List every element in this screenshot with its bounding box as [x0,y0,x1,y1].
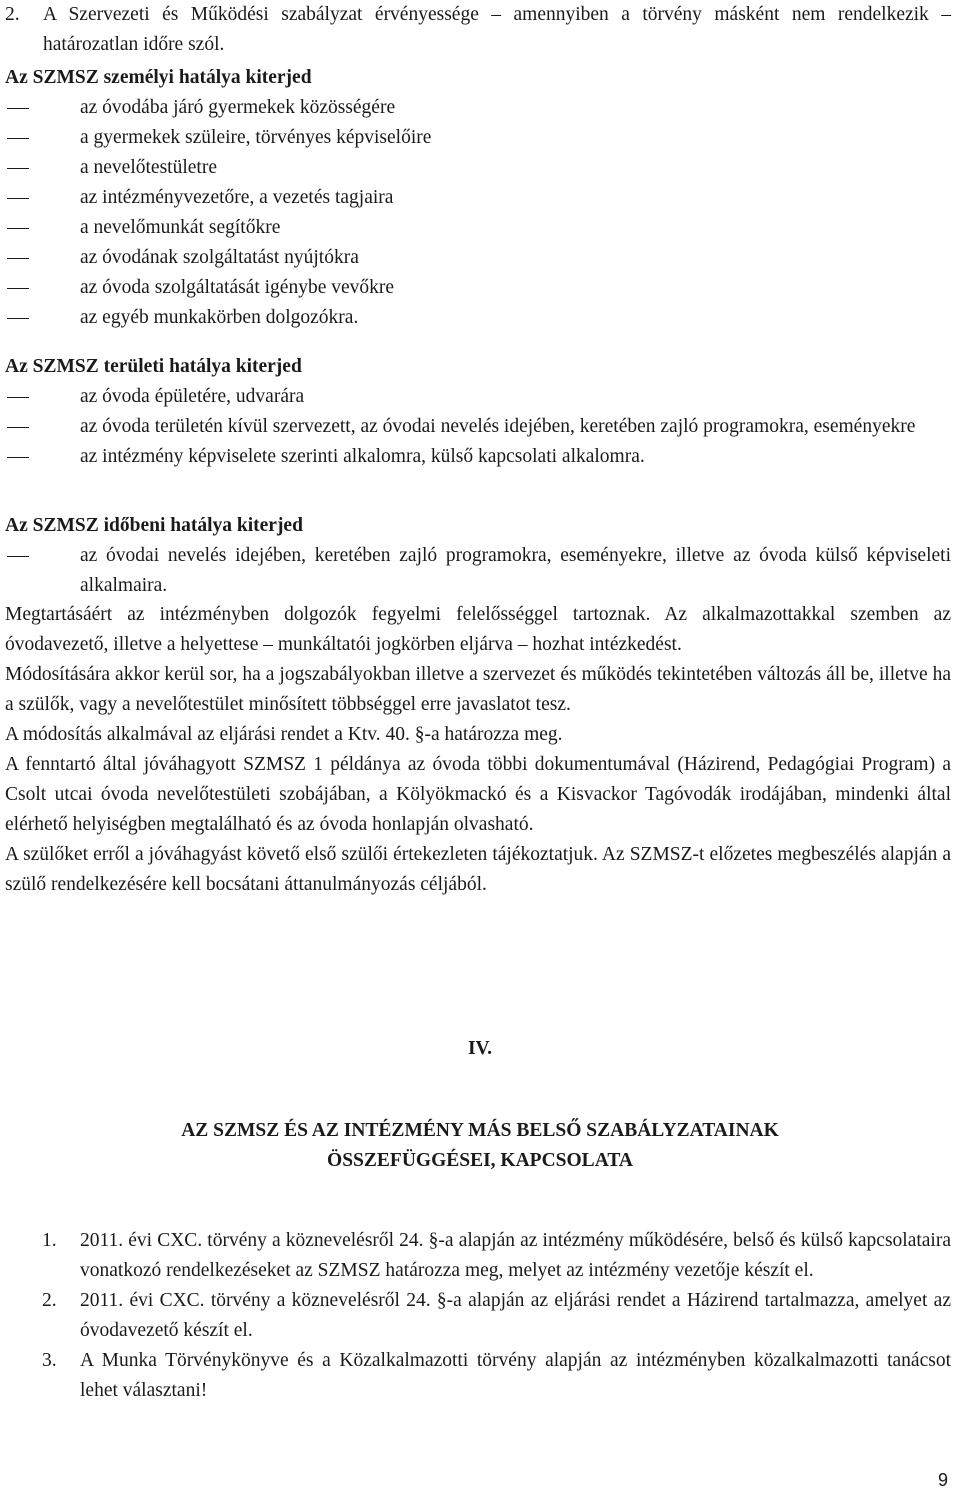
section-number: IV. [467,1038,493,1059]
territorial-scope-section [5,352,951,472]
dash-bullet [5,123,80,153]
dash-bullet [5,382,80,412]
list-item-text: 2011. évi CXC. törvény a köznevelésről 24. §-a alapján az intézmény működésére, belső és külső kapcsolataira vonatkozó rendelkezéseket az SZMSZ határozza meg, melyet az intézmény vezetője készít el. [80,1230,951,1281]
personal-scope-item: az egyéb munkakörben dolgozókra. [5,303,951,333]
personal-scope-item: az óvodának szolgáltatást nyújtókra [5,243,951,273]
list-item-number: 2. [42,1290,57,1311]
personal-scope-heading: Az SZMSZ személyi hatálya kiterjed [5,67,312,88]
list-item-text: 2011. évi CXC. törvény a köznevelésről 24. §-a alapján az eljárási rendet a Házirend tartalmazza, amelyet az óvodavezető készít el. [80,1290,951,1341]
list-item [42,1346,951,1406]
paragraph-parents: A szülőket erről a jóváhagyást követő első szülői értekezleten tájékoztatjuk. Az SZMSZ-t előzetes megbeszélés alapján a szülő rendelkezésére kell bocsátani áttanulmányozás céljából. [5,844,951,895]
dash-bullet [5,541,80,601]
intro-item-number: 2. [5,4,20,25]
intro-list-item [5,0,951,60]
temporal-scope-section [5,511,951,601]
territorial-scope-item: az intézmény képviselete szerinti alkalomra, külső kapcsolati alkalomra. [5,442,951,472]
intro-item-text: A Szervezeti és Működési szabályzat érvényessége – amennyiben a törvény másként nem rendelkezik – határozatlan időre szól. [43,4,951,55]
body-paragraphs [5,600,951,900]
list-item-text: A Munka Törvénykönyve és a Közalkalmazotti törvény alapján az intézményben közalkalmazotti tanácsot lehet választani! [80,1350,951,1401]
paragraph-modification: Módosítására akkor kerül sor, ha a jogszabályokban illetve a szervezet és működés tekintetében változás áll be, illetve ha a szülők, vagy a nevelőtestület minősített többséggel erre javaslatot tesz. [5,664,951,715]
section-title-line2: ÖSSZEFÜGGÉSEI, KAPCSOLATA [327,1150,633,1171]
personal-scope-item: a gyermekek szüleire, törvényes képviselőire [5,123,951,153]
dash-bullet [5,183,80,213]
paragraph-availability: A fenntartó által jóváhagyott SZMSZ 1 példánya az óvoda többi dokumentumával (Házirend, Pedagógiai Program) a Csolt utcai óvoda nevelőtestületi szobájában, a Kölyökmackó és a Kisvackor Tagóvodák irodájában, mindenki által elérhető helyiségben megtalálható és az óvoda honlapján olvasható. [5,754,951,835]
dash-bullet [5,412,80,442]
list-item-number: 1. [42,1230,57,1251]
dash-bullet [5,303,80,333]
temporal-scope-heading: Az SZMSZ időbeni hatálya kiterjed [5,515,303,536]
dash-bullet [5,153,80,183]
list-item [42,1226,951,1286]
personal-scope-item: az óvoda szolgáltatását igénybe vevőkre [5,273,951,303]
list-item [42,1286,951,1346]
personal-scope-item: a nevelőmunkát segítőkre [5,213,951,243]
personal-scope-item: a nevelőtestületre [5,153,951,183]
dash-bullet [5,243,80,273]
territorial-scope-item: az óvoda épületére, udvarára [5,382,951,412]
dash-bullet [5,442,80,472]
temporal-scope-item: az óvodai nevelés idejében, keretében zajló programokra, eseményekre, illetve az óvoda külső képviseleti alkalmaira. [5,541,951,601]
territorial-scope-item: az óvoda területén kívül szervezett, az óvodai nevelés idejében, keretében zajló programokra, eseményekre [5,412,951,442]
dash-bullet [5,213,80,243]
paragraph-procedure: A módosítás alkalmával az eljárási rendet a Ktv. 40. §-a határozza meg. [5,724,563,745]
list-item-number: 3. [42,1350,57,1371]
dash-bullet [5,273,80,303]
paragraph-discipline: Megtartásáért az intézményben dolgozók fegyelmi felelősséggel tartoznak. Az alkalmazottakkal szemben az óvodavezető, illetve a helyettese – munkáltatói jogkörben eljárva – hozhat intézkedést. [5,604,951,655]
personal-scope-item: az óvodába járó gyermekek közösségére [5,93,951,123]
dash-bullet [5,93,80,123]
personal-scope-section [5,63,951,333]
page-number: 9 [937,1470,948,1490]
personal-scope-item: az intézményvezetőre, a vezetés tagjaira [5,183,951,213]
numbered-list [42,1226,951,1406]
section-title-line1: AZ SZMSZ ÉS AZ INTÉZMÉNY MÁS BELSŐ SZABÁLYZATAINAK [181,1120,779,1141]
territorial-scope-heading: Az SZMSZ területi hatálya kiterjed [5,356,302,377]
